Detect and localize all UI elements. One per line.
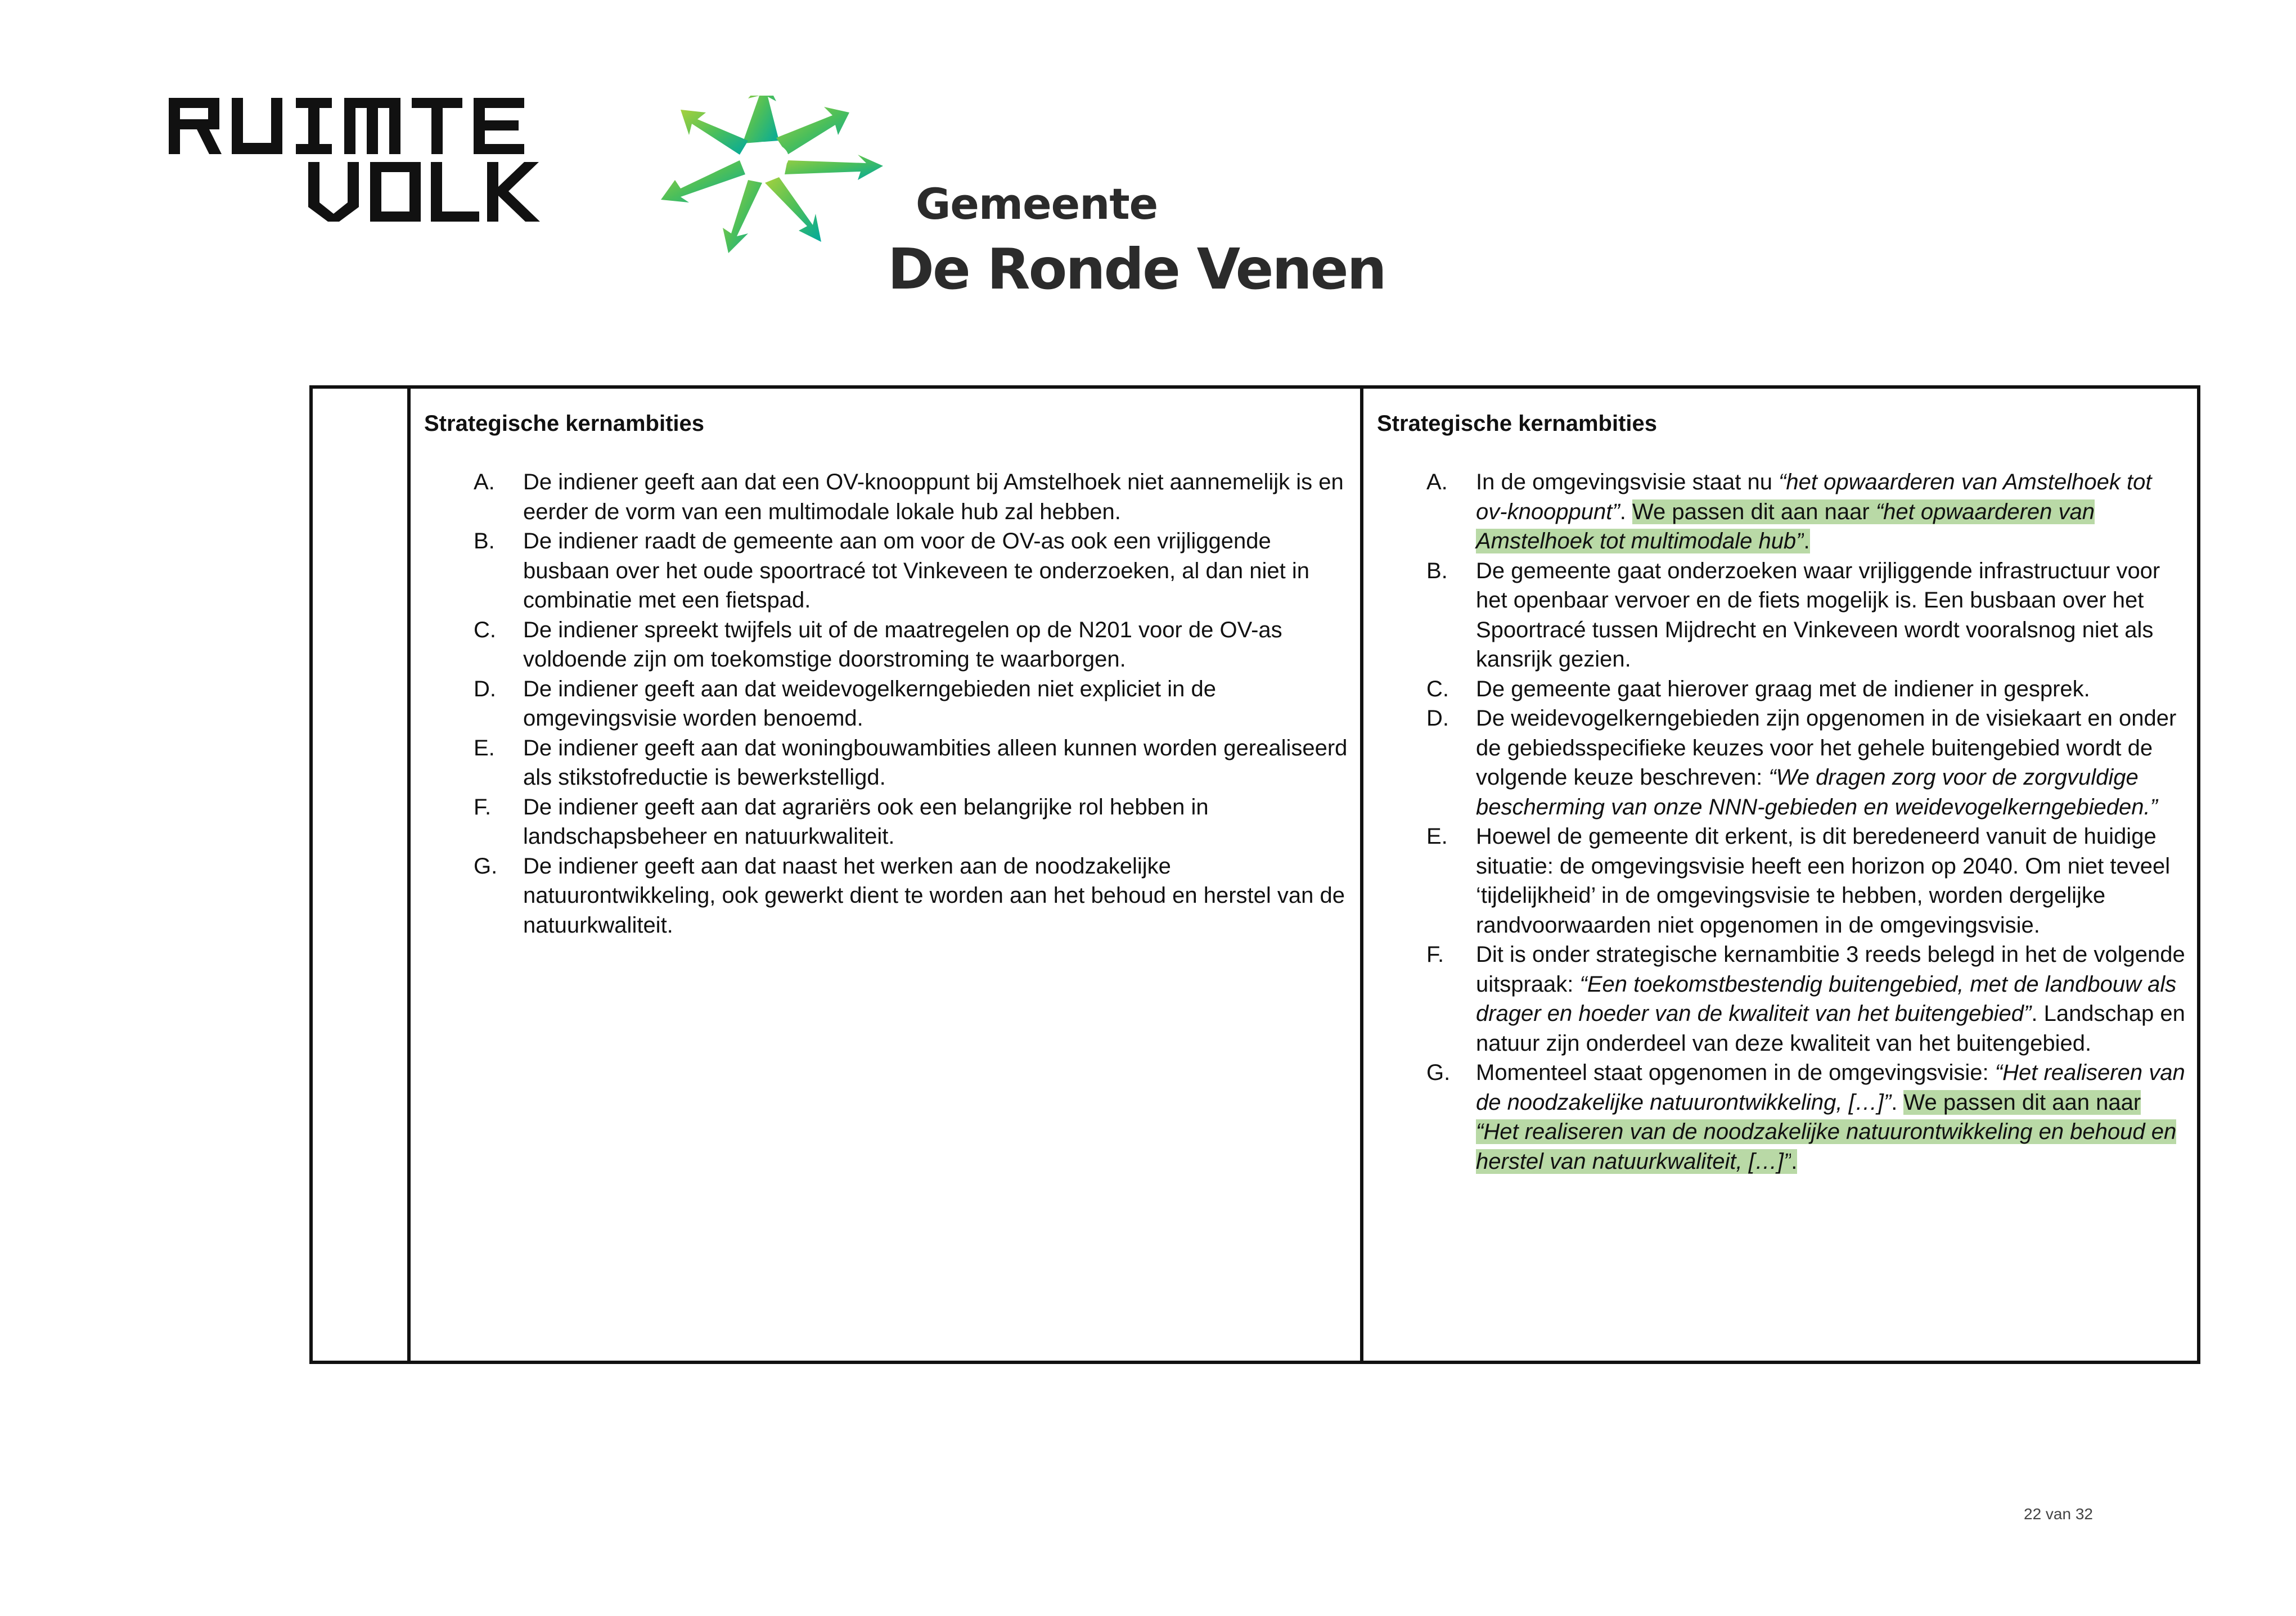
submission-list: [424, 467, 1349, 940]
list-item: [474, 526, 1349, 615]
list-marker: F.: [474, 794, 492, 820]
list-item-text: Momenteel staat opgenomen in de omgevingsvisie:: [1476, 1060, 1995, 1085]
list-marker: C.: [474, 617, 496, 642]
list-item: [474, 733, 1349, 793]
highlighted-text: .: [1803, 529, 1810, 553]
ruimtevolk-logo: [169, 90, 574, 225]
highlighted-text: We passen dit aan naar: [1903, 1090, 2141, 1115]
list-item-text: “We dragen zorg voor de zorgvuldige bescherming van onze NNN-gebieden en weidevogelkerngebieden.”: [1476, 765, 2158, 820]
list-item: [1426, 674, 2189, 704]
list-marker: C.: [1426, 676, 1449, 701]
list-marker: B.: [474, 529, 495, 553]
response-list: [1377, 467, 2189, 1176]
list-item: [474, 793, 1349, 852]
highlighted-text: “het opwaarderen van Amstelhoek tot multimodale hub”: [1476, 499, 2095, 553]
list-item-text: De indiener geeft aan dat naast het werken aan de noodzakelijke natuurontwikkeling, ook gewerkt dient te worden aan het behoud en herstel van de natuurkwaliteit.: [523, 853, 1345, 938]
list-item-text: .: [1891, 1090, 1904, 1115]
list-item-text: De indiener spreekt twijfels uit of de maatregelen op de N201 voor de OV-as voldoende zijn om toekomstige doorstroming te waarborgen.: [523, 617, 1282, 672]
submission-column: [411, 389, 1360, 1361]
list-item: [474, 674, 1349, 733]
page-number: 22 van 32: [2024, 1505, 2093, 1523]
highlighted-text: We passen dit aan naar: [1632, 499, 1876, 524]
gemeente-name: De Ronde Venen: [888, 236, 1385, 302]
gemeente-word: Gemeente: [916, 179, 1158, 229]
list-item: [1426, 1058, 2189, 1176]
list-item-text: De indiener geeft aan dat woningbouwambities alleen kunnen worden gerealiseerd als stikstofreductie is bewerkstelligd.: [523, 735, 1348, 790]
list-item-text: . Landschap en natuur zijn onderdeel van deze kwaliteit van het buitengebied.: [1476, 1001, 2185, 1056]
list-item-text: In de omgevingsvisie staat nu: [1476, 470, 1779, 494]
list-item-text: “Een toekomstbestendig buitengebied, met de landbouw als drager en hoeder van de kwaliteit van het buitengebied”: [1476, 971, 2177, 1026]
list-item-text: “het opwaarderen van Amstelhoek tot ov-knooppunt”: [1476, 470, 2152, 524]
list-item-text: Hoewel de gemeente dit erkent, is dit beredeneerd vanuit de huidige situatie: de omgevingsvisie heeft een horizon op 2040. Om niet teveel ‘tijdelijkheid’ in de omgevingsvisie te hebben, worden dergelijke randvoorwaarden niet opgenomen in de omgevingsvisie.: [1476, 824, 2171, 938]
highlighted-text: .: [1791, 1149, 1798, 1174]
list-item-text: De indiener geeft aan dat een OV-knooppunt bij Amstelhoek niet aannemelijk is en eerder de vorm van een multimodale lokale hub zal hebben.: [523, 470, 1344, 524]
list-marker: B.: [1426, 558, 1448, 583]
list-item-text: De gemeente gaat hierover graag met de indiener in gesprek.: [1476, 676, 2090, 701]
list-item-text: .: [1619, 499, 1632, 524]
list-marker: A.: [1426, 470, 1448, 494]
column-heading: Strategische kernambities: [424, 411, 704, 436]
list-item: [1426, 704, 2189, 822]
list-item: [1426, 467, 2189, 556]
list-item: [474, 852, 1349, 940]
list-item: [474, 467, 1349, 526]
list-item: [1426, 822, 2189, 940]
list-item-text: “Het realiseren van de noodzakelijke natuurontwikkeling, […]”: [1476, 1060, 2185, 1115]
list-item-text: De gemeente gaat onderzoeken waar vrijliggende infrastructuur voor het openbaar vervoer en de fiets mogelijk is. Een busbaan over het Spoortracé tussen Mijdrecht en Vinkeveen wordt vooralsnog niet als kansrijk gezien.: [1476, 558, 2160, 672]
list-item-text: De indiener raadt de gemeente aan om voor de OV-as ook een vrijliggende busbaan over het oude spoortracé tot Vinkeveen te onderzoeken, al dan niet in combinatie met een fietspad.: [523, 529, 1310, 613]
list-item: [474, 615, 1349, 674]
list-marker: A.: [474, 470, 495, 494]
gemeente-logo-icon: [655, 96, 892, 264]
list-marker: F.: [1426, 942, 1444, 967]
list-marker: G.: [1426, 1060, 1451, 1085]
list-marker: G.: [474, 853, 498, 879]
list-item-text: Dit is onder strategische kernambitie 3 reeds belegd in het de volgende uitspraak:: [1476, 942, 2185, 997]
column-heading: Strategische kernambities: [1377, 411, 1657, 436]
list-marker: D.: [1426, 706, 1449, 731]
list-marker: D.: [474, 676, 496, 701]
list-marker: E.: [474, 735, 495, 760]
list-item: [1426, 940, 2189, 1058]
list-item-text: De weidevogelkerngebieden zijn opgenomen in de visiekaart en onder de gebiedsspecifieke keuzes voor het gehele buitengebied wordt de volgende keuze beschreven:: [1476, 706, 2177, 790]
response-column: [1363, 389, 2200, 1361]
list-marker: E.: [1426, 824, 1448, 849]
response-table: [309, 385, 2200, 1364]
list-item: [1426, 556, 2189, 674]
list-item-text: De indiener geeft aan dat agrariërs ook een belangrijke rol hebben in landschapsbeheer en natuurkwaliteit.: [523, 794, 1209, 849]
list-item-text: De indiener geeft aan dat weidevogelkerngebieden niet expliciet in de omgevingsvisie worden benoemd.: [523, 676, 1216, 731]
highlighted-text: “Het realiseren van de noodzakelijke natuurontwikkeling en behoud en herstel van natuurkwaliteit, […]”: [1476, 1119, 2177, 1174]
